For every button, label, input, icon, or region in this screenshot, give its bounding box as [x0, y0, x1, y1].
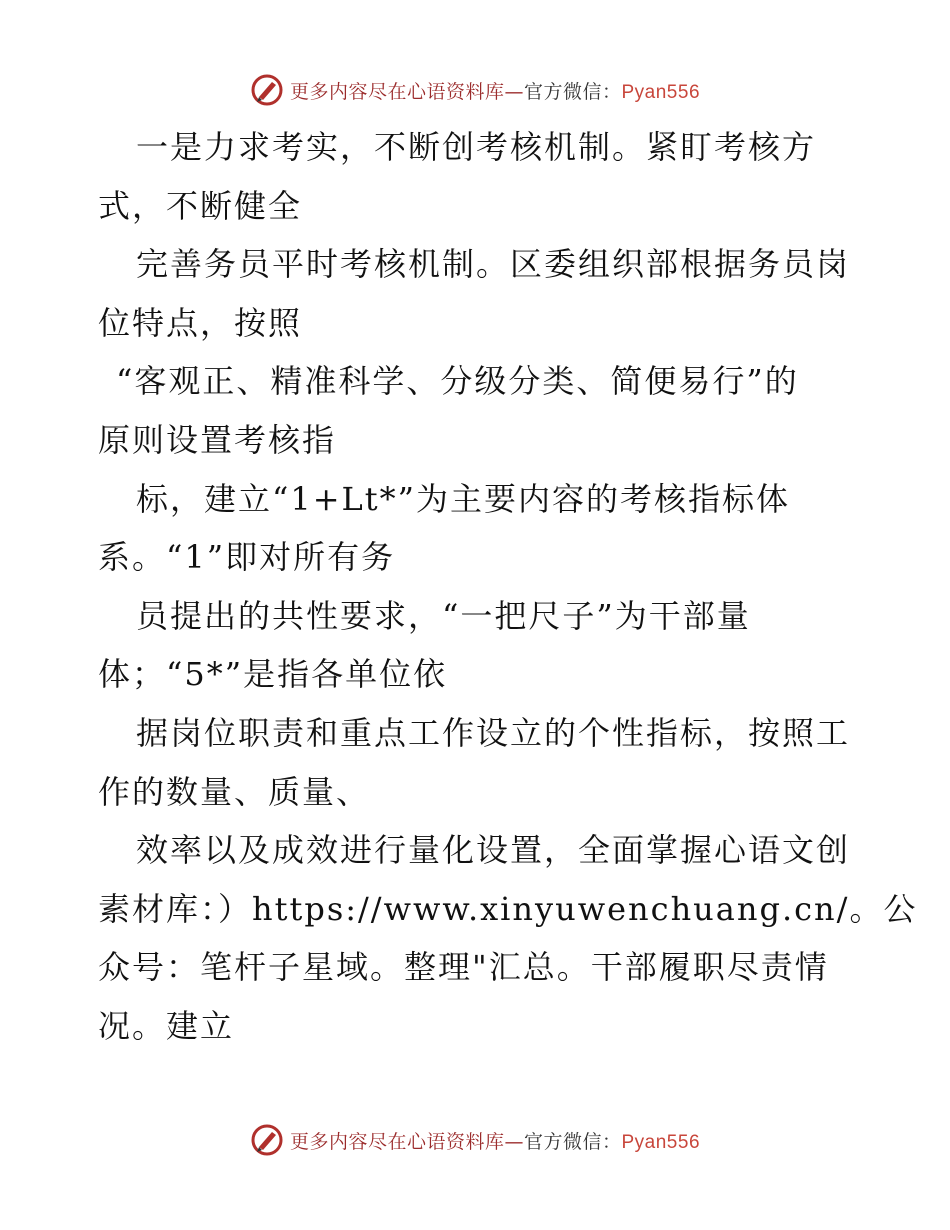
body-line: 作的数量、质量、 — [98, 772, 371, 811]
header-separator: — — [504, 80, 524, 103]
body-line: 一是力求考实，不断创考核机制。紧盯考核方 — [136, 128, 817, 166]
body-line: “客观正、精准科学、分级分类、简便易行”的 — [116, 362, 799, 401]
footer-separator: — — [504, 1130, 524, 1153]
body-line: 体；“5*”是指各单位依 — [98, 655, 448, 694]
body-line: 标，建立“1+Lt*”为主要内容的考核指标体 — [136, 479, 791, 518]
body-line: 位特点，按照 — [98, 303, 303, 342]
pen-logo-icon — [250, 1123, 284, 1157]
body-line: 素材库：）https://www.xinyuwenchuang.cn/。公 — [98, 889, 918, 928]
body-line: 众号：笔杆子星域。整理"汇总。干部履职尽责情 — [98, 948, 829, 987]
document-body — [98, 118, 918, 1056]
header-banner-text — [290, 77, 700, 104]
footer-banner-text — [290, 1127, 700, 1154]
body-line: 据岗位职责和重点工作设立的个性指标，按照工 — [136, 713, 851, 752]
header-banner — [0, 70, 950, 110]
pen-logo-icon — [250, 73, 284, 107]
body-line: 原则设置考核指 — [98, 420, 337, 459]
body-line: 完善务员平时考核机制。区委组织部根据务员岗 — [136, 245, 851, 284]
body-line: 员提出的共性要求，“一把尺子”为干部量 — [136, 596, 751, 635]
footer-wechat-id: Pyan556 — [621, 1131, 701, 1153]
body-line: 式，不断健全 — [98, 186, 303, 225]
body-line: 效率以及成效进行量化设置，全面掌握心语文创 — [136, 831, 851, 870]
body-line: 系。“1”即对所有务 — [98, 538, 396, 577]
footer-brand: 更多内容尽在心语资料库 — [289, 1130, 505, 1153]
body-line: 况。建立 — [98, 1006, 235, 1045]
header-wechat-id: Pyan556 — [621, 81, 701, 103]
header-brand: 更多内容尽在心语资料库 — [289, 80, 505, 103]
header-wechat-label: 官方微信： — [523, 80, 622, 103]
footer-wechat-label: 官方微信： — [523, 1130, 622, 1153]
footer-banner — [0, 1120, 950, 1160]
